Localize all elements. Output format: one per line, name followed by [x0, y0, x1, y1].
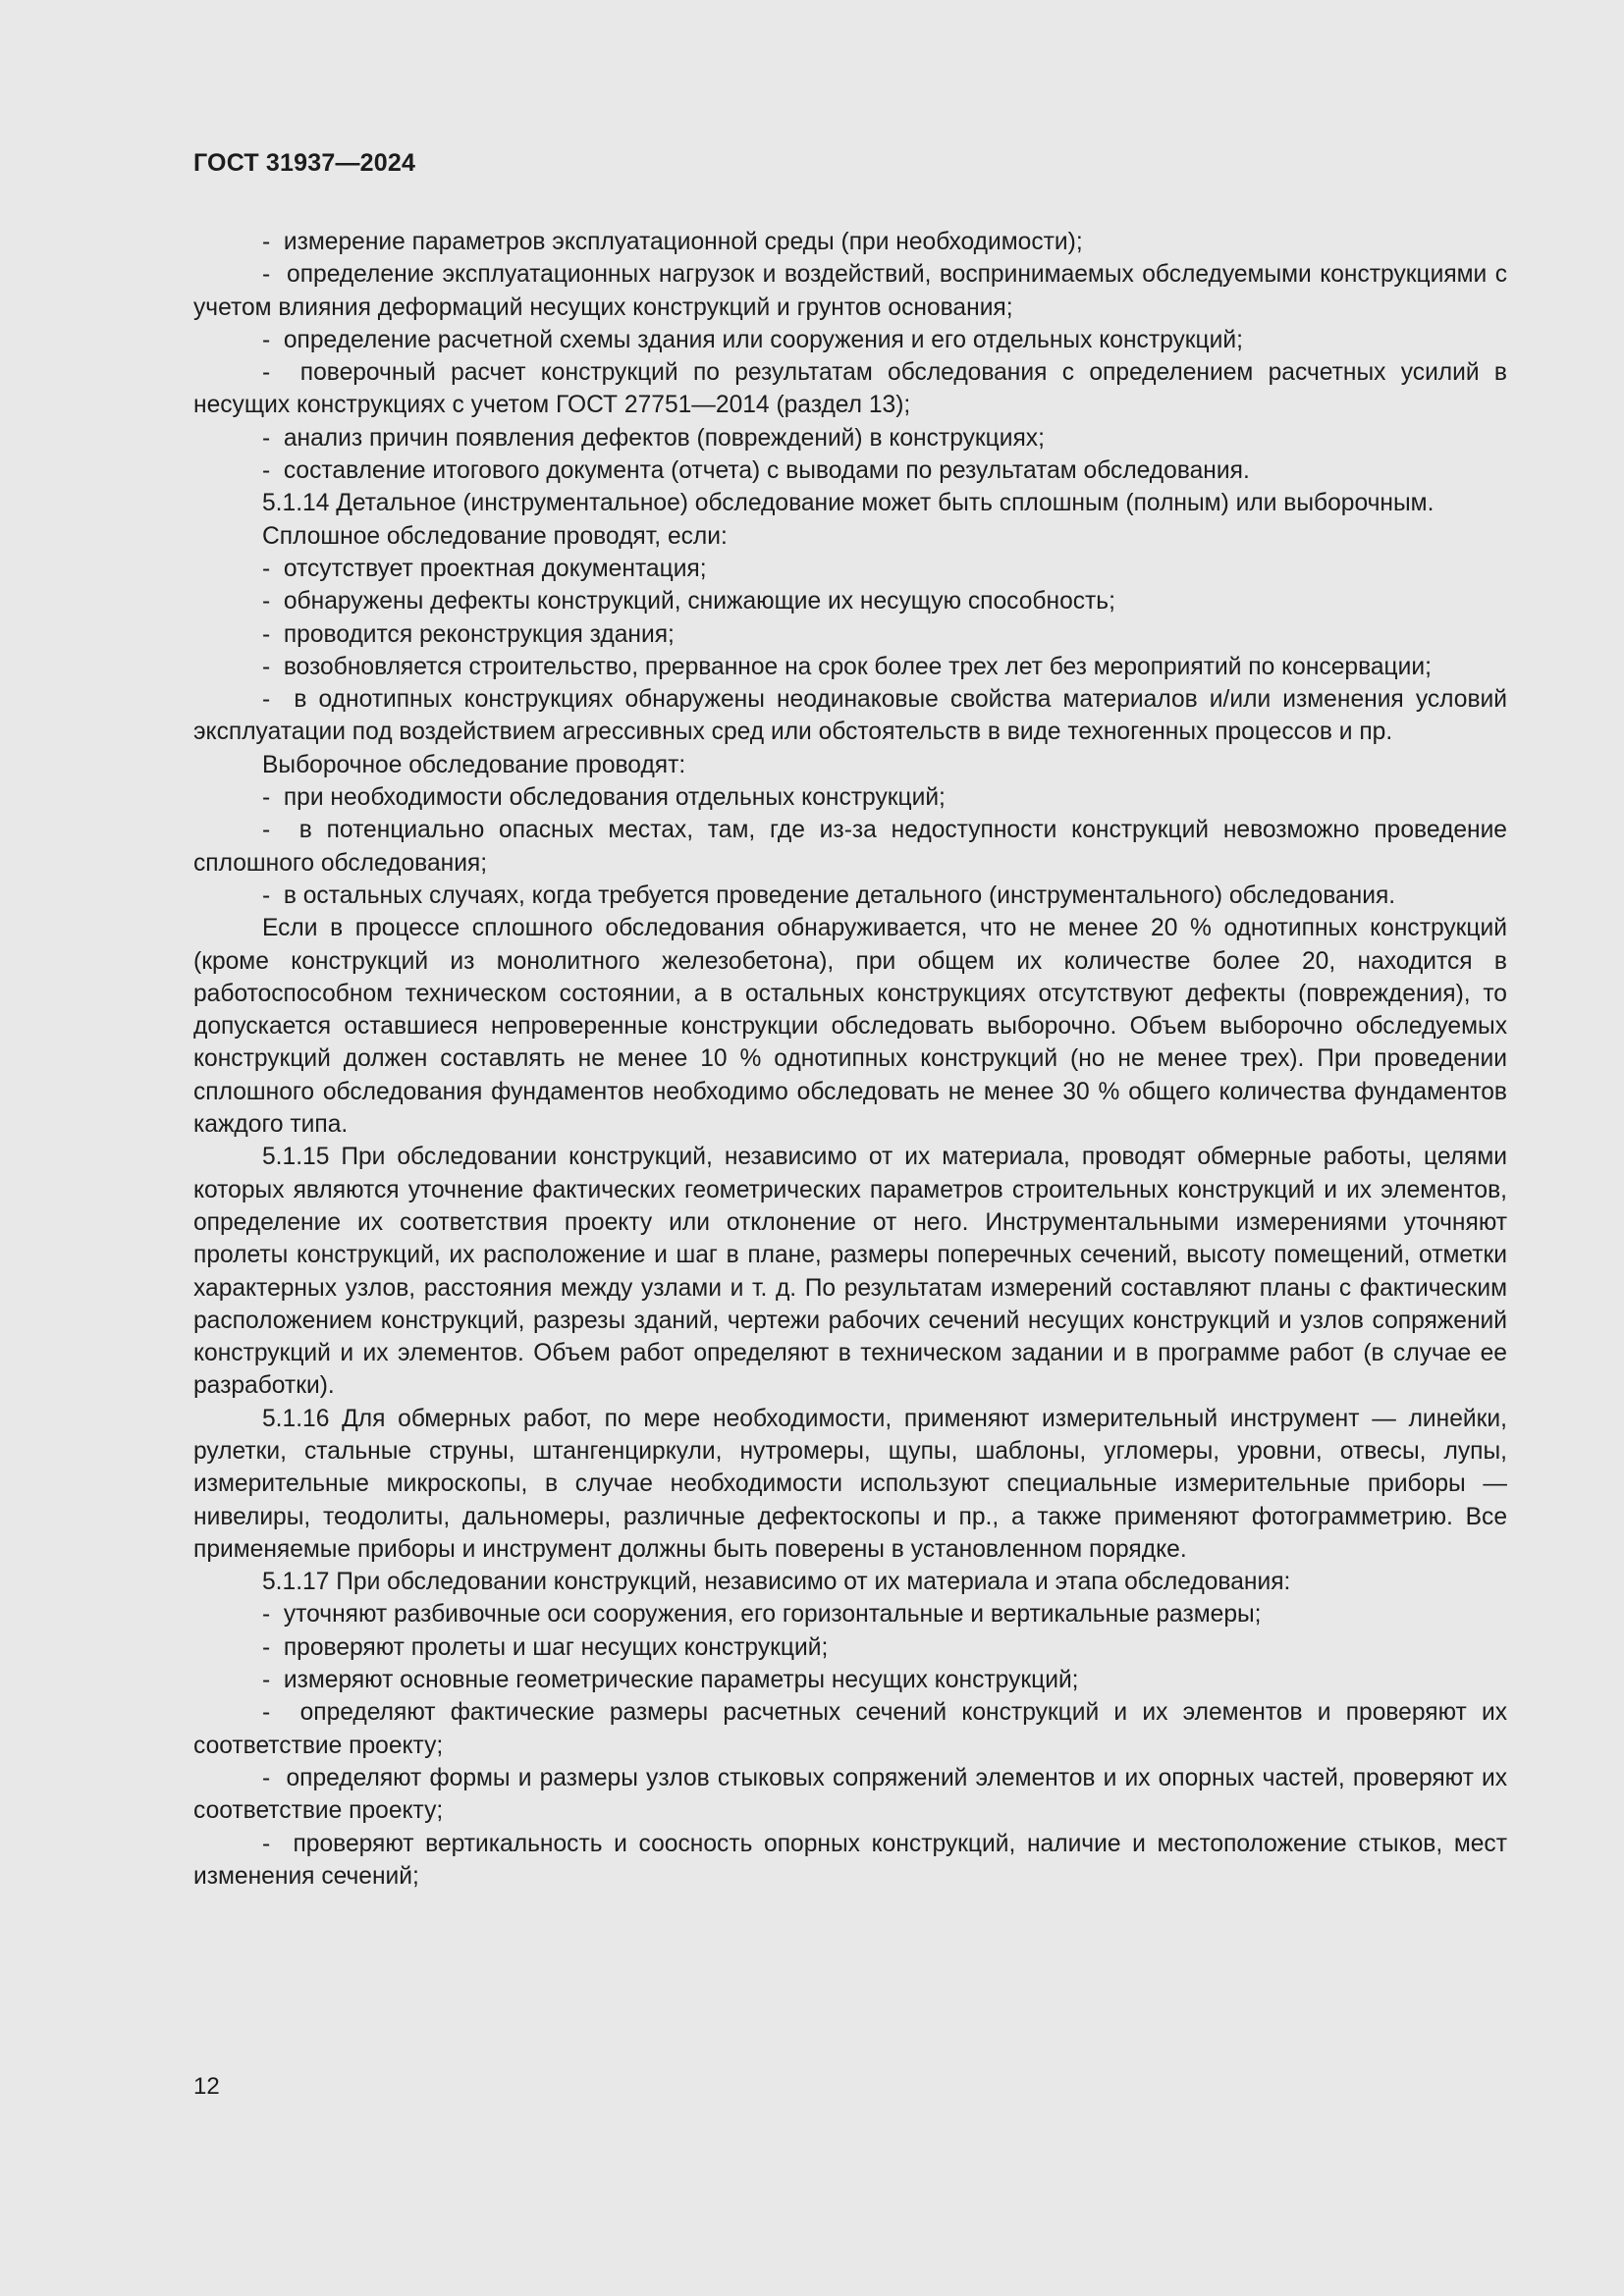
list-item: - уточняют разбивочные оси сооружения, его горизонтальные и вертикальные размеры;: [193, 1598, 1507, 1630]
list-item: - проверяют пролеты и шаг несущих конструкций;: [193, 1631, 1507, 1664]
list-item: - определяют формы и размеры узлов стыковых сопряжений элементов и их опорных частей, проверяют их соответствие проекту;: [193, 1762, 1507, 1828]
list-item: - при необходимости обследования отдельных конструкций;: [193, 781, 1507, 814]
list-item: - обнаружены дефекты конструкций, снижающие их несущую способность;: [193, 585, 1507, 617]
list-item: - поверочный расчет конструкций по результатам обследования с определением расчетных усилий в несущих конструкциях с учетом ГОСТ 27751—2014 (раздел 13);: [193, 356, 1507, 422]
list-item: - отсутствует проектная документация;: [193, 553, 1507, 585]
document-header: ГОСТ 31937—2024: [193, 149, 416, 177]
list-item: - определение расчетной схемы здания или сооружения и его отдельных конструкций;: [193, 324, 1507, 356]
paragraph: 5.1.14 Детальное (инструментальное) обследование может быть сплошным (полным) или выборочным.: [262, 490, 1435, 517]
paragraph: 5.1.15 При обследовании конструкций, независимо от их материала, проводят обмерные работы, целями которых являются уточнение фактических геометрических параметров строительных конструкций и их элементов, определение их соответствия проекту или отклонение от него. Инструментальными измерениями уточняют пролеты конструкций, их расположение и шаг в плане, размеры поперечных сечений, высоту помещений, отметки характерных узлов, расстояния между узлами и т. д. По результатам измерений составляют планы с фактическим расположением конструкций, разрезы зданий, чертежи рабочих сечений несущих конструкций и узлов сопряжений конструкций и их элементов. Объем работ определяют в техническом задании и в программе работ (в случае ее разработки).: [193, 1144, 1507, 1400]
paragraph: Выборочное обследование проводят:: [262, 751, 686, 778]
list-item: - измеряют основные геометрические параметры несущих конструкций;: [193, 1664, 1507, 1696]
page-number: 12: [193, 2073, 220, 2100]
list-item: - составление итогового документа (отчета) с выводами по результатам обследования.: [193, 454, 1507, 487]
list-item: - проводится реконструкция здания;: [193, 618, 1507, 651]
list-item: - определение эксплуатационных нагрузок и воздействий, воспринимаемых обследуемыми конструкциями с учетом влияния деформаций несущих конструкций и грунтов основания;: [193, 258, 1507, 324]
paragraph: Если в процессе сплошного обследования обнаруживается, что не менее 20 % однотипных конструкций (кроме конструкций из монолитного железобетона), при общем их количестве более 20, находится в работоспособном техническом состоянии, а в остальных конструкциях отсутствуют дефекты (повреждения), то допускается оставшиеся непроверенные конструкции обследовать выборочно. Объем выборочно обследуемых конструкций должен составлять не менее 10 % однотипных конструкций (но не менее трех). При проведении сплошного обследования фундаментов необходимо обследовать не менее 30 % общего количества фундаментов каждого типа.: [193, 915, 1507, 1139]
list-item: - определяют фактические размеры расчетных сечений конструкций и их элементов и проверяют их соответствие проекту;: [193, 1696, 1507, 1762]
paragraph: 5.1.17 При обследовании конструкций, независимо от их материала и этапа обследования:: [262, 1569, 1291, 1596]
list-item: - в однотипных конструкциях обнаружены неодинаковые свойства материалов и/или изменения условий эксплуатации под воздействием агрессивных сред или обстоятельств в виде техногенных процессов и пр.: [193, 683, 1507, 749]
list-item: - измерение параметров эксплуатационной среды (при необходимости);: [193, 226, 1507, 258]
list-item: - в потенциально опасных местах, там, где из-за недоступности конструкций невозможно проведение сплошного обследования;: [193, 814, 1507, 880]
list-item: - проверяют вертикальность и соосность опорных конструкций, наличие и местоположение стыков, мест изменения сечений;: [193, 1828, 1507, 1894]
document-body: [193, 226, 1507, 1893]
paragraph: Сплошное обследование проводят, если:: [262, 522, 728, 550]
list-item: - анализ причин появления дефектов (повреждений) в конструкциях;: [193, 422, 1507, 454]
list-item: - в остальных случаях, когда требуется проведение детального (инструментального) обследования.: [193, 880, 1507, 912]
paragraph: 5.1.16 Для обмерных работ, по мере необходимости, применяют измерительный инструмент — линейки, рулетки, стальные струны, штангенциркули, нутромеры, щупы, шаблоны, угломеры, уровни, отвесы, лупы, измерительные микроскопы, в случае необходимости используют специальные измерительные приборы — нивелиры, теодолиты, дальномеры, различные дефектоскопы и пр., а также применяют фотограмметрию. Все применяемые приборы и инструмент должны быть поверены в установленном порядке.: [193, 1405, 1507, 1563]
list-item: - возобновляется строительство, прерванное на срок более трех лет без мероприятий по консервации;: [193, 651, 1507, 683]
